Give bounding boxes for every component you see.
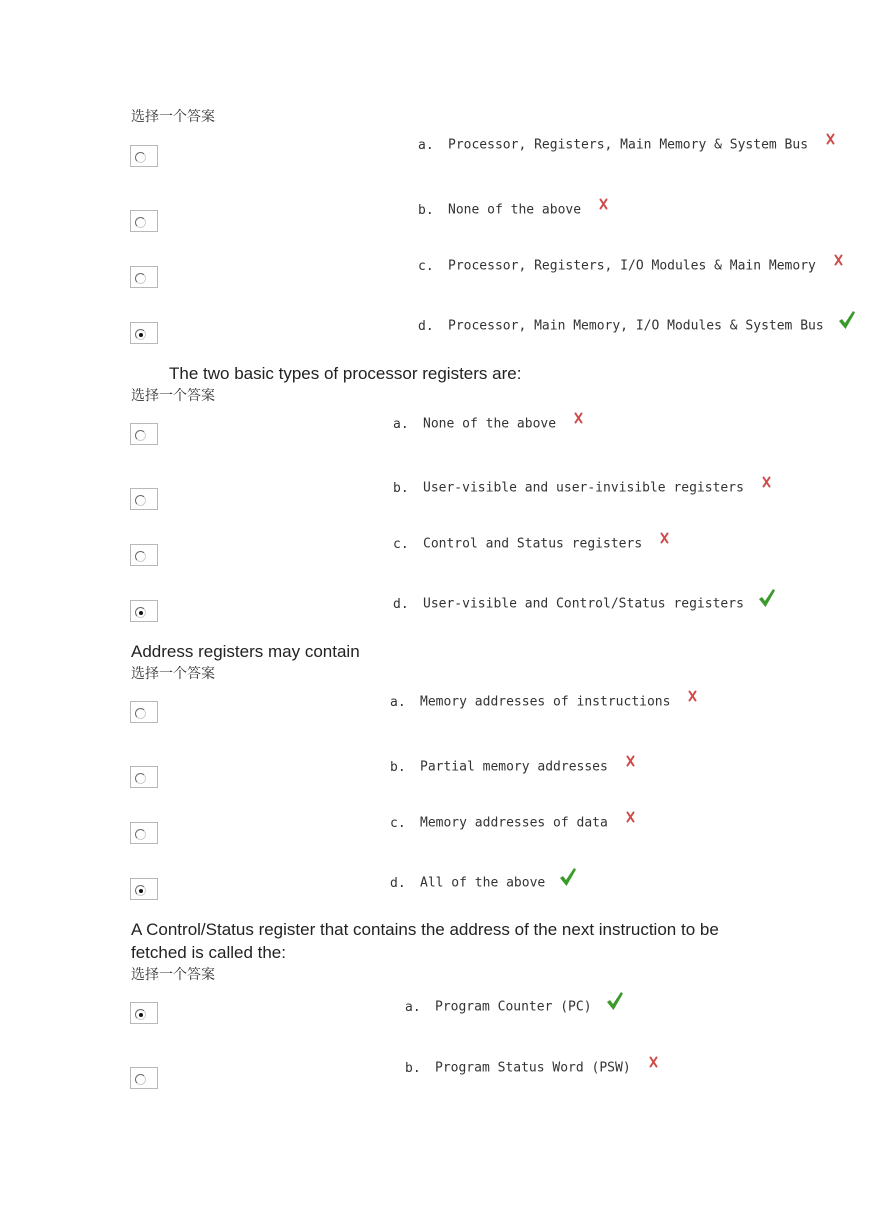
option-radio[interactable] — [135, 495, 146, 506]
option-radio[interactable] — [135, 273, 146, 284]
option-b[interactable] — [405, 1060, 658, 1076]
option-text: User-visible and Control/Status registers — [423, 596, 744, 612]
option-d[interactable] — [393, 592, 776, 616]
option-a[interactable] — [393, 416, 583, 432]
question-title: A Control/Status register that contains the address of the next instruction to be fetched is called the: — [131, 920, 719, 962]
cross-mark-icon — [826, 133, 835, 149]
check-mark-icon — [559, 867, 577, 891]
cross-mark-icon — [688, 690, 697, 706]
option-text: User-visible and user-invisible registers — [423, 480, 744, 496]
option-radio-box — [130, 766, 158, 788]
option-letter: b. — [390, 759, 406, 775]
option-letter: c. — [390, 815, 406, 831]
option-radio-box — [130, 600, 158, 622]
cross-mark-icon — [599, 198, 608, 214]
question-title: Address registers may contain — [131, 642, 360, 661]
option-letter: d. — [393, 596, 409, 612]
option-letter: c. — [393, 536, 409, 552]
option-radio-box — [130, 145, 158, 167]
option-b[interactable] — [390, 759, 635, 775]
option-letter: a. — [390, 694, 406, 710]
option-radio-box — [130, 1067, 158, 1089]
cross-mark-icon — [649, 1056, 658, 1072]
option-radio-box — [130, 266, 158, 288]
option-radio[interactable] — [135, 1074, 146, 1085]
option-d[interactable] — [390, 871, 577, 895]
option-c[interactable] — [418, 258, 843, 274]
answer-prompt: 选择一个答案 — [131, 388, 215, 404]
cross-mark-icon — [762, 476, 771, 492]
answer-prompt: 选择一个答案 — [131, 666, 215, 682]
option-text: Control and Status registers — [423, 536, 643, 552]
option-radio-box — [130, 423, 158, 445]
option-radio-selected[interactable] — [135, 1009, 146, 1020]
option-letter: d. — [390, 875, 406, 891]
option-letter: a. — [393, 416, 409, 432]
check-mark-icon — [606, 991, 624, 1015]
option-text: None of the above — [423, 416, 557, 432]
option-radio-box — [130, 544, 158, 566]
option-radio-box — [130, 322, 158, 344]
option-letter: d. — [418, 318, 434, 334]
option-radio-box — [130, 878, 158, 900]
option-radio[interactable] — [135, 152, 146, 163]
option-b[interactable] — [393, 480, 771, 496]
option-c[interactable] — [393, 536, 669, 552]
option-a[interactable] — [405, 995, 624, 1019]
option-radio[interactable] — [135, 773, 146, 784]
option-d[interactable] — [418, 314, 856, 338]
option-radio-box — [130, 210, 158, 232]
answer-prompt: 选择一个答案 — [131, 109, 215, 125]
option-text: None of the above — [448, 202, 582, 218]
option-radio[interactable] — [135, 217, 146, 228]
option-text: Processor, Registers, Main Memory & System Bus — [448, 137, 809, 153]
option-text: Partial memory addresses — [420, 759, 608, 775]
cross-mark-icon — [626, 811, 635, 827]
option-text: All of the above — [420, 875, 546, 891]
cross-mark-icon — [660, 532, 669, 548]
option-text: Program Status Word (PSW) — [435, 1060, 631, 1076]
option-radio[interactable] — [135, 708, 146, 719]
option-b[interactable] — [418, 202, 608, 218]
check-mark-icon — [758, 588, 776, 612]
option-radio[interactable] — [135, 551, 146, 562]
option-letter: b. — [405, 1060, 421, 1076]
option-letter: a. — [418, 137, 434, 153]
option-text: Program Counter (PC) — [435, 999, 592, 1015]
check-mark-icon — [838, 310, 856, 334]
cross-mark-icon — [574, 412, 583, 428]
option-radio-box — [130, 1002, 158, 1024]
option-a[interactable] — [390, 694, 697, 710]
question-title: The two basic types of processor registers are: — [169, 364, 522, 383]
option-radio[interactable] — [135, 829, 146, 840]
option-radio-box — [130, 488, 158, 510]
option-letter: b. — [393, 480, 409, 496]
option-text: Memory addresses of data — [420, 815, 608, 831]
option-a[interactable] — [418, 137, 835, 153]
answer-prompt: 选择一个答案 — [131, 967, 215, 983]
option-radio-selected[interactable] — [135, 885, 146, 896]
option-letter: a. — [405, 999, 421, 1015]
option-radio-selected[interactable] — [135, 329, 146, 340]
option-c[interactable] — [390, 815, 635, 831]
cross-mark-icon — [626, 755, 635, 771]
option-letter: b. — [418, 202, 434, 218]
option-radio-box — [130, 701, 158, 723]
option-radio-box — [130, 822, 158, 844]
option-radio[interactable] — [135, 430, 146, 441]
option-text: Processor, Main Memory, I/O Modules & System Bus — [448, 318, 824, 334]
option-letter: c. — [418, 258, 434, 274]
option-radio-selected[interactable] — [135, 607, 146, 618]
cross-mark-icon — [834, 254, 843, 270]
option-text: Memory addresses of instructions — [420, 694, 671, 710]
option-text: Processor, Registers, I/O Modules & Main Memory — [448, 258, 816, 274]
